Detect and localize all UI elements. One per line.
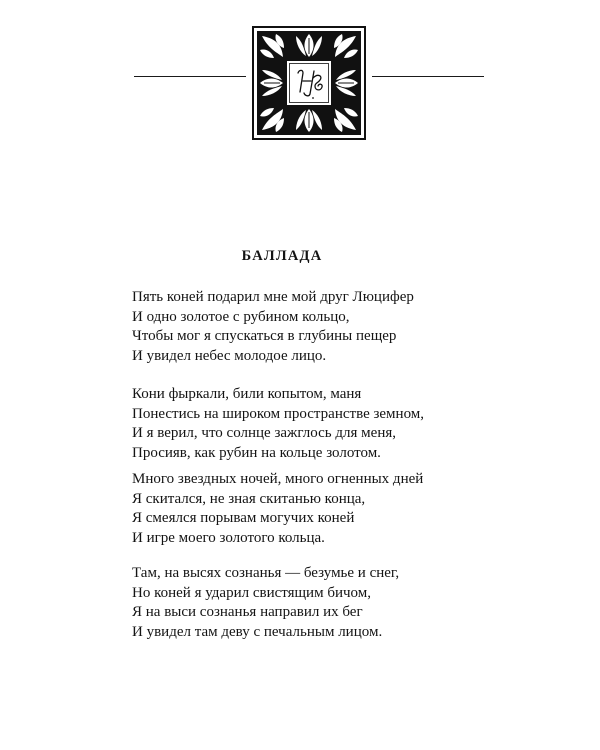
- stanza-line: И я верил, что солнце зажглось для меня,: [132, 425, 396, 441]
- stanza-line: И увидел там деву с печальным лицом.: [132, 623, 383, 640]
- stanza-line: Просияв, как рубин на кольце золотом.: [132, 444, 381, 461]
- right-divider-rule: [372, 76, 484, 77]
- stanza-line: Я скитался, не зная скитанью конца,: [132, 490, 366, 507]
- stanza-line: Много звездных ночей, много огненных дней: [132, 471, 424, 487]
- poem-title: БАЛЛАДА: [241, 248, 323, 264]
- stanza-3: [132, 470, 423, 548]
- stanza-1: [132, 288, 414, 366]
- stanza-line: Пять коней подарил мне мой друг Люцифер: [132, 289, 414, 305]
- stanza-line: Я на выси сознанья направил их бег: [132, 604, 363, 620]
- stanza-line: Чтобы мог я спускаться в глубины пещер: [132, 328, 397, 344]
- stanza-line: И игре моего золотого кольца.: [132, 529, 325, 546]
- stanza-line: Понестись на широком пространстве земном,: [132, 405, 425, 422]
- stanza-line: Я смеялся порывам могучих коней: [132, 510, 355, 526]
- stanza-line: Но коней я ударил свистящим бичом,: [132, 584, 371, 601]
- stanza-2: [132, 385, 424, 463]
- stanza-line: И увидел небес молодое лицо.: [132, 347, 327, 364]
- stanza-line: Там, на высях сознанья — безумье и снег,: [132, 565, 400, 581]
- stanza-4: [132, 564, 399, 642]
- stanza-line: И одно золотое с рубином кольцо,: [132, 308, 350, 325]
- left-divider-rule: [134, 76, 246, 77]
- monogram-ornament: [252, 26, 366, 140]
- stanza-line: Кони фыркали, били копытом, маня: [132, 386, 362, 402]
